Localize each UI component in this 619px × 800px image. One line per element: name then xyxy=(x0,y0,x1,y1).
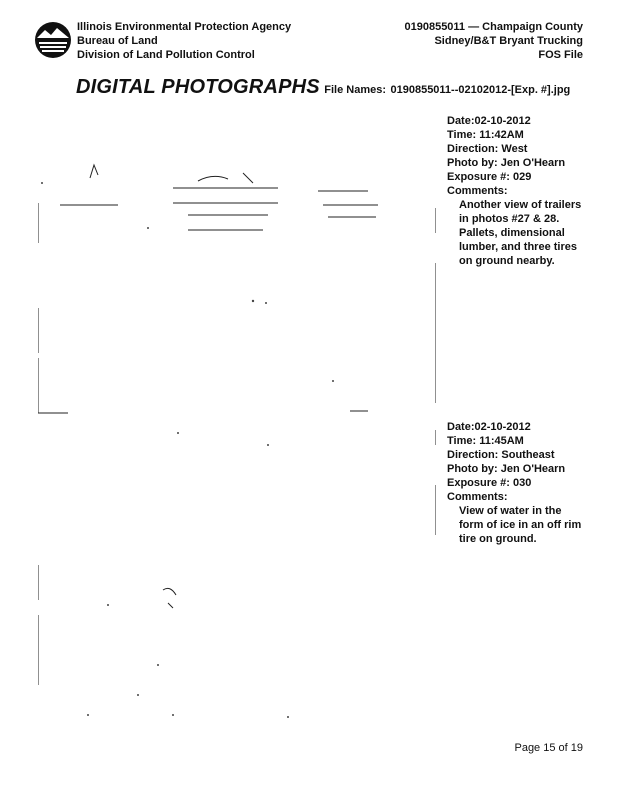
site-id: 0190855011 — Champaign County xyxy=(404,21,583,33)
photo-exposure: Exposure #: 030 xyxy=(447,477,532,489)
photograph-exposure-030 xyxy=(38,425,436,720)
photograph-exposure-029 xyxy=(38,113,436,423)
photo-by: Photo by: Jen O'Hearn xyxy=(447,463,566,475)
photo-details-029 xyxy=(447,114,582,268)
photo-comments xyxy=(447,184,582,268)
photo-date: Date:02-10-2012 xyxy=(447,421,531,433)
file-type: FOS File xyxy=(538,49,583,61)
comments-label: Comments: xyxy=(447,185,508,197)
division-name: Division of Land Pollution Control xyxy=(77,49,255,61)
photo-direction: Direction: West xyxy=(447,143,528,155)
file-names-label: File Names: xyxy=(324,84,387,96)
photo-by: Photo by: Jen O'Hearn xyxy=(447,157,566,169)
agency-name: Illinois Environmental Protection Agency xyxy=(77,21,292,33)
comments-label: Comments: xyxy=(447,491,508,503)
illinois-epa-logo-icon xyxy=(33,20,73,60)
photo-time: Time: 11:42AM xyxy=(447,129,524,141)
photo-details-030 xyxy=(447,420,582,546)
site-block xyxy=(404,20,583,62)
page-title: DIGITAL PHOTOGRAPHS xyxy=(76,76,320,98)
photo-date: Date:02-10-2012 xyxy=(447,115,531,127)
bureau-name: Bureau of Land xyxy=(77,35,158,47)
file-names-value: 0190855011--02102012-[Exp. #].jpg xyxy=(390,84,571,96)
page-number: Page 15 of 19 xyxy=(514,742,583,754)
photo-direction: Direction: Southeast xyxy=(447,449,555,461)
site-name: Sidney/B&T Bryant Trucking xyxy=(434,35,583,47)
photo-exposure: Exposure #: 029 xyxy=(447,171,532,183)
title-row xyxy=(76,76,570,99)
photo-time: Time: 11:45AM xyxy=(447,435,524,447)
comments-text: View of water in the form of ice in an off rim tire on ground. xyxy=(459,505,582,545)
comments-text: Another view of trailers in photos #27 & 28. Pallets, dimensional lumber, and three tires on ground nearby. xyxy=(459,199,582,267)
photo-comments xyxy=(447,490,582,546)
agency-block xyxy=(77,20,291,62)
